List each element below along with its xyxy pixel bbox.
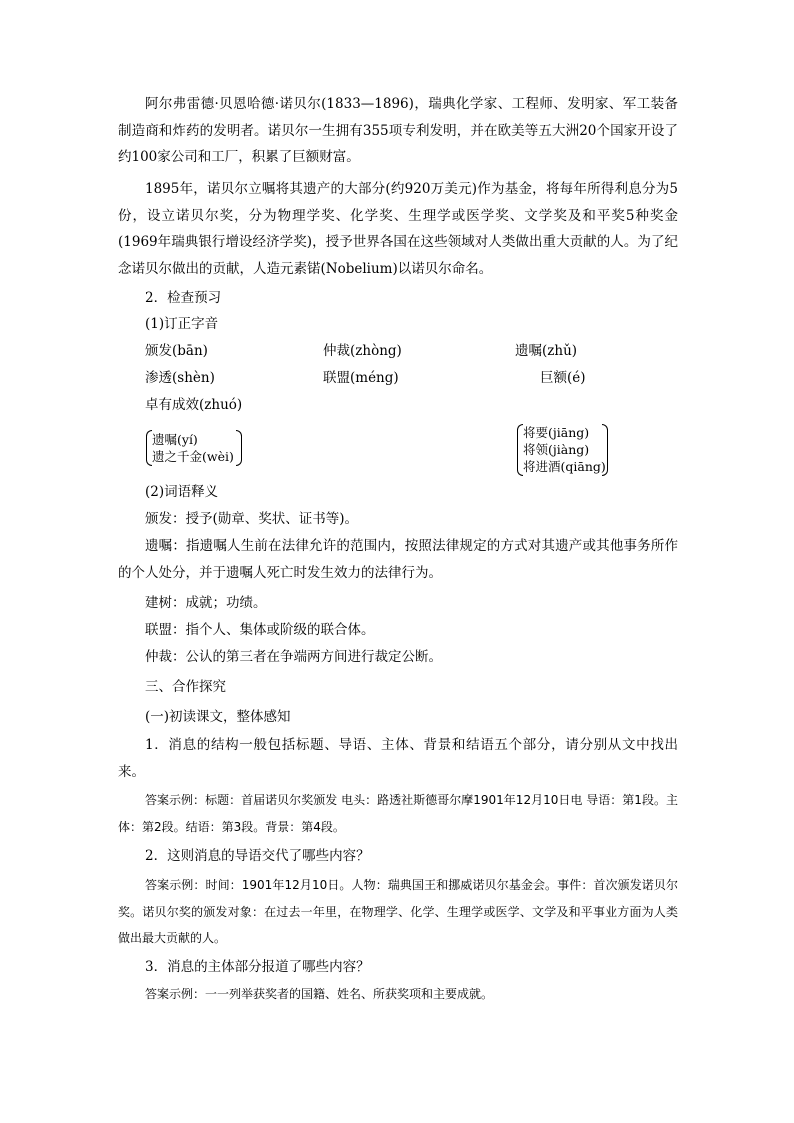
intro-paragraph-2: 1895年，诺贝尔立嘱将其遗产的大部分(约920万美元)作为基金，将每年所得利息分为5份，设立诺贝尔奖，分为物理学奖、化学奖、生理学或医学奖、文学奖及和平奖5种奖金(1969年瑞典银行增设经济学奖)，授予世界各国在这些领域对人类做出重大贡献的人。为了纪念诺贝尔做出的贡献，人造元素锘(Nobelium)以诺贝尔命名。 [118,181,678,277]
glossary-lianmeng: 联盟：指个人、集体或阶级的联合体。 [145,622,375,638]
glossary-yizhu: 遗嘱：指遗嘱人生前在法律允许的范围内，按照法律规定的方式对其遗产或其他事务所作的个人处分，并于遗嘱人死亡时发生效力的法律行为。 [118,538,678,581]
question-1: 1．消息的结构一般包括标题、导语、主体、背景和结语五个部分，请分别从文中找出来。 [118,737,678,780]
pron-jue: 巨额(é) [540,370,586,386]
pronunciation-subheading: (1)订正字音 [145,316,219,332]
preview-heading: 2．检查预习 [145,290,222,306]
glossary-zhongcai: 仲裁：公认的第三者在争端两方间进行裁定公断。 [145,649,442,665]
pron-zhuoyouchengxiao: 卓有成效(zhuó) [145,397,243,413]
left-brace-close [236,430,242,466]
answer-1: 答案示例：标题：首届诺贝尔奖颁发 电头：路透社斯德哥尔摩1901年12月10日电 导语：第1段。主体：第2段。结语：第3段。背景：第4段。 [118,793,678,834]
question-3: 3．消息的主体部分报道了哪些内容？ [145,959,370,975]
pron-group-yi [152,431,234,465]
pron-group-jiang-item: 将领(jiàng) [523,442,590,457]
pron-group-yi-item: 遗之千金(wèi) [152,449,234,464]
pron-group-jiang-item: 将要(jiāng) [523,425,590,440]
section-subheading: (一)初读课文，整体感知 [145,709,291,725]
section-heading: 三、合作探究 [145,679,226,695]
glossary-banfa: 颁发：授予(勋章、奖状、证书等)。 [145,511,359,527]
pron-group-jiang-item: 将进酒(qiāng) [523,459,606,474]
pron-group-yi-item: 遗嘱(yí) [152,432,198,447]
pron-banfa: 颁发(bān) [145,343,208,359]
glossary-jianshu: 建树：成就；功绩。 [145,595,267,611]
glossary-subheading: (2)词语释义 [145,484,219,500]
pron-group-jiang [523,424,606,475]
intro-paragraph-1: 阿尔弗雷德·贝恩哈德·诺贝尔(1833—1896)，瑞典化学家、工程师、发明家、军工装备制造商和炸药的发明者。诺贝尔一生拥有355项专利发明，并在欧美等五大洲20个国家开设了约100家公司和工厂，积累了巨额财富。 [118,96,678,165]
pron-lianmeng: 联盟(méng) [323,370,399,386]
pron-yizhu: 遗嘱(zhǔ) [515,343,578,359]
pron-zhongcai: 仲裁(zhòng) [323,343,402,359]
answer-3: 答案示例：一一列举获奖者的国籍、姓名、所获奖项和主要成就。 [145,987,494,1001]
question-2: 2．这则消息的导语交代了哪些内容？ [145,848,370,864]
right-brace-close [602,424,608,476]
pron-shentou: 渗透(shèn) [145,370,215,386]
answer-2: 答案示例：时间：1901年12月10日。人物：瑞典国王和挪威诺贝尔基金会。事件：首次颁发诺贝尔奖。诺贝尔奖的颁发对象：在过去一年里，在物理学、化学、生理学或医学、文学及和平事业方面为人类做出最大贡献的人。 [118,878,678,945]
